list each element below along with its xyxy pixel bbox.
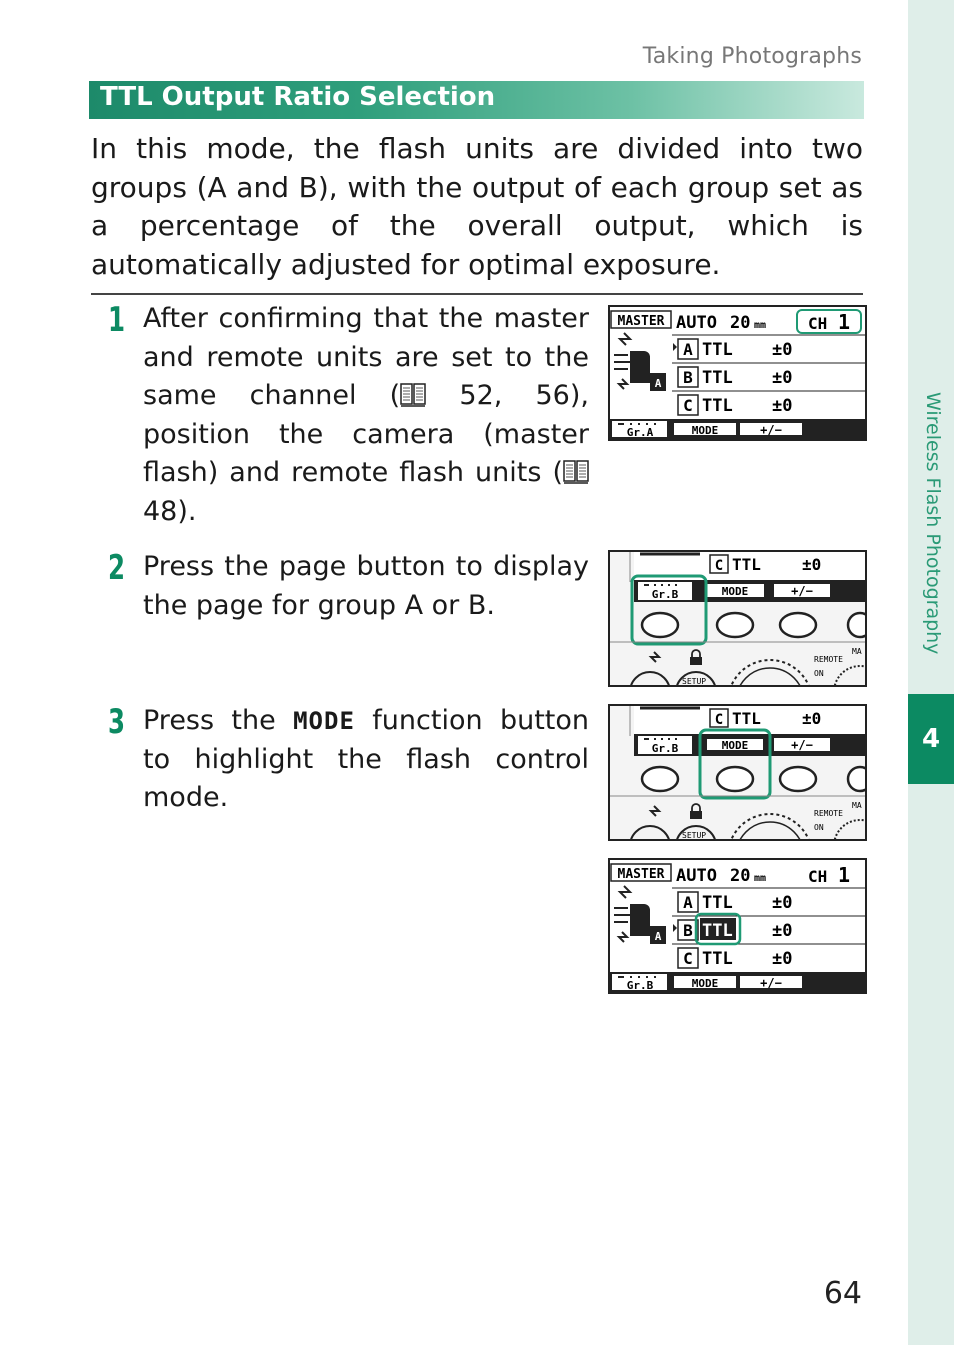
svg-text:±0: ±0	[772, 921, 793, 941]
step-number-1: 1	[108, 300, 126, 340]
svg-text:TTL: TTL	[732, 709, 761, 728]
zoom-value: 20	[730, 313, 751, 333]
auto-label: AUTO	[676, 866, 717, 886]
svg-text:MA: MA	[852, 647, 862, 656]
group-button-label: Gr.B	[626, 979, 654, 992]
running-header: Taking Photographs	[642, 44, 862, 69]
channel-value: 1	[838, 863, 851, 887]
step3-text-a: Press the	[143, 705, 276, 736]
mode-button-label: MODE	[691, 424, 719, 437]
step-number-3: 3	[108, 702, 126, 742]
svg-text:C: C	[714, 558, 724, 574]
svg-text:±0: ±0	[772, 340, 793, 360]
zoom-unit: mm	[754, 873, 767, 884]
svg-text:MODE: MODE	[721, 739, 749, 752]
flash-lcd-panel-1	[608, 305, 867, 441]
camera-back-illustration-1	[608, 550, 867, 687]
step1-text-a: After confirming that the master and remote units are set to the same channel (	[143, 303, 589, 411]
mode-label-glyph: MODE	[293, 707, 355, 735]
channel-label: CH	[808, 314, 828, 333]
plus-minus-button-label: +/−	[760, 423, 782, 437]
group-row-a	[678, 892, 792, 913]
chapter-number: 4	[921, 724, 941, 754]
flash-unit-icon	[630, 904, 650, 936]
svg-text:±0: ±0	[772, 396, 793, 416]
svg-text:±0: ±0	[802, 555, 822, 574]
svg-text:TTL: TTL	[702, 949, 733, 969]
group-row-c	[678, 948, 792, 969]
flash-unit-icon	[630, 351, 650, 383]
auto-label: AUTO	[676, 313, 717, 333]
svg-text:+/−: +/−	[791, 738, 813, 752]
svg-text:A: A	[683, 340, 693, 359]
svg-text:TTL: TTL	[702, 368, 733, 388]
svg-text:±0: ±0	[772, 368, 793, 388]
divider-rule	[91, 293, 863, 295]
group-row-a	[678, 339, 792, 360]
intro-paragraph: In this mode, the flash units are divided into two groups (A and B), with the output of each group set as a percentage of the overall output, which is automatically adjusted for optimal exposure.	[91, 132, 863, 281]
master-label: MASTER	[617, 314, 665, 329]
svg-text:C: C	[683, 949, 693, 968]
step-number-2: 2	[108, 548, 126, 588]
step1-text-b: ), position the camera (master flash) and remote flash units (	[143, 380, 589, 488]
step1-ref-a[interactable]: 52, 56	[459, 380, 570, 411]
step3-text-b: function button to highlight the flash control mode.	[143, 705, 589, 813]
zoom-value: 20	[730, 866, 751, 886]
svg-text:±0: ±0	[772, 949, 793, 969]
group-row-b	[678, 367, 792, 388]
svg-text:A: A	[683, 893, 693, 912]
svg-text:±0: ±0	[802, 709, 822, 728]
svg-text:C: C	[714, 712, 724, 728]
chapter-title-vertical[interactable]: Wireless Flash Photography	[922, 392, 944, 655]
mode-button-label: MODE	[691, 977, 719, 990]
zoom-unit: mm	[754, 320, 767, 331]
svg-text:B: B	[683, 368, 693, 387]
section-heading-bar	[89, 81, 864, 119]
svg-text:REMOTE: REMOTE	[814, 809, 843, 818]
svg-text:±0: ±0	[772, 893, 793, 913]
group-button-label: Gr.A	[626, 426, 654, 439]
svg-text:REMOTE: REMOTE	[814, 655, 843, 664]
flash-lcd-panel-2	[608, 858, 867, 994]
step-text-2: Press the page button to display the page for group A or B.	[143, 551, 589, 621]
svg-text:C: C	[683, 396, 693, 415]
svg-text:TTL: TTL	[702, 893, 733, 913]
plus-minus-button-label: +/−	[760, 976, 782, 990]
step1-text-c: ).	[177, 495, 197, 527]
svg-text:Gr.B: Gr.B	[651, 742, 679, 755]
svg-text:TTL: TTL	[702, 921, 733, 941]
step-text-3	[143, 702, 589, 818]
step-text-1	[143, 300, 589, 531]
svg-text:MA: MA	[852, 801, 862, 810]
svg-text:A: A	[654, 377, 662, 390]
svg-text:ON: ON	[814, 823, 824, 832]
flash-icon	[620, 886, 630, 898]
section-title: TTL Output Ratio Selection	[100, 82, 496, 112]
svg-text:TTL: TTL	[702, 396, 733, 416]
camera-back-illustration-2	[608, 704, 867, 841]
group-row-c	[678, 395, 792, 416]
channel-label: CH	[808, 867, 828, 886]
page-number: 64	[823, 1276, 862, 1311]
svg-text:SETUP: SETUP	[682, 677, 707, 685]
svg-text:A: A	[654, 930, 662, 943]
book-reference-icon	[400, 382, 426, 408]
master-label: MASTER	[617, 867, 665, 882]
book-reference-icon	[563, 459, 589, 485]
svg-text:B: B	[683, 921, 693, 940]
svg-text:MODE: MODE	[721, 585, 749, 598]
group-row-b	[678, 914, 792, 944]
svg-text:TTL: TTL	[732, 555, 761, 574]
step1-ref-b[interactable]: 48	[143, 495, 178, 527]
chapter-number-box[interactable]	[908, 694, 954, 784]
svg-text:TTL: TTL	[702, 340, 733, 360]
svg-text:+/−: +/−	[791, 584, 813, 598]
svg-text:Gr.B: Gr.B	[651, 588, 679, 601]
flash-icon	[620, 333, 630, 345]
svg-text:SETUP: SETUP	[682, 831, 707, 839]
svg-text:ON: ON	[814, 669, 824, 678]
channel-value: 1	[838, 310, 851, 334]
